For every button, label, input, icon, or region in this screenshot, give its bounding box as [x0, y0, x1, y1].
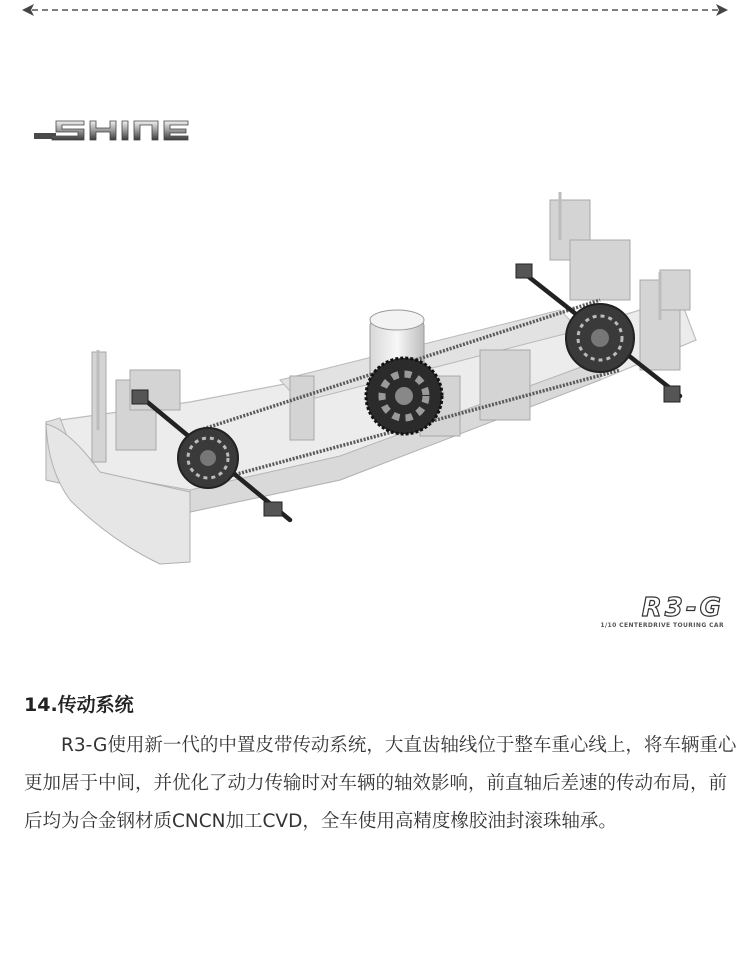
brand-logo	[34, 118, 190, 144]
model-name: R3-G	[641, 593, 724, 623]
front-pulley	[178, 428, 238, 488]
chassis-illustration	[40, 180, 720, 580]
rear-pulley	[566, 304, 634, 372]
section-title: 14.传动系统	[24, 694, 134, 716]
section-body: R3-G使用新一代的中置皮带传动系统，大直齿轴线位于整车重心线上，将车辆重心更加居于中间，并优化了动力传输时对车辆的轴效影响，前直轴后差速的传动布局，前后均为合金钢材质CNCN加工CVD，全车使用高精度橡胶油封滚珠轴承。	[24, 735, 737, 832]
model-badge	[600, 594, 724, 632]
dashed-arrow-divider	[22, 4, 728, 16]
model-subtitle: 1/10 CENTERDRIVE TOURING CAR	[600, 622, 724, 629]
spur-gear	[366, 358, 442, 434]
brand-logo-graphic	[34, 118, 190, 144]
